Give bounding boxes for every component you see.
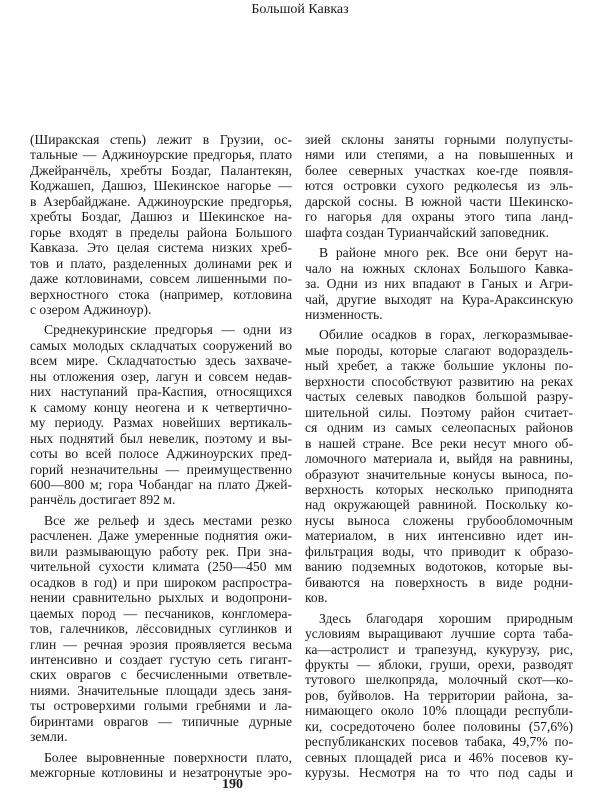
text-line: нями или степями, а на повышенных и <box>305 147 573 163</box>
text-line: Среднекуринские предгорья — одни из <box>44 322 292 338</box>
text-line: ются островки сухого редколесья из эль- <box>305 178 573 194</box>
text-line: ных поднятий был невелик, поэтому и вы- <box>30 430 292 446</box>
text-line: цаемых пород — песчаников, конгломера- <box>30 605 292 621</box>
text-line: хребты Боздаг, Дашюз и Шекинское на- <box>30 209 292 225</box>
text-line: дарской сосны. В южной части Шекинско- <box>305 193 573 209</box>
text-line: Более выровненные поверхности плато, <box>44 749 292 765</box>
text-line: самых молодых складчатых сооружений во <box>30 337 292 353</box>
text-line: ны отложения озер, лагун и совсем недав- <box>30 368 292 384</box>
text-line: всем мире. Складчатостью здесь захваче- <box>30 353 292 369</box>
text-line: более северных участках кое-где появля- <box>305 162 573 178</box>
text-line: мые породы, которые слагают водораздель- <box>305 342 573 358</box>
text-line: биринтами оврагов — типичные дурные <box>30 713 292 729</box>
text-line: тов, галечников, лёссовидных суглинков и <box>30 621 292 637</box>
text-line: В районе много рек. Все они берут на- <box>319 245 573 261</box>
text-line: шительной силы. Поэтому район считает- <box>305 404 573 420</box>
text-line: ты островерхими голыми гребнями и ла- <box>30 698 292 714</box>
text-line: нении сравнительно рыхлых и водопрони- <box>30 590 292 606</box>
text-line: вили размывающую работу рек. При зна- <box>30 543 292 559</box>
page-number: 190 <box>222 777 243 792</box>
left-column <box>30 132 292 786</box>
text-line: фрукты — яблоки, груши, орехи, разводят <box>305 656 573 672</box>
text-line: шафта создан Турианчайский заповедник. <box>305 224 549 240</box>
text-line: образуют значительные конусы выноса, по- <box>305 466 573 482</box>
text-line: чало на южных склонах Большого Кавка- <box>305 260 573 276</box>
text-line: Кавказа. Это целая система низких хреб- <box>30 240 292 256</box>
text-line: ранчёль достигает 892 м. <box>30 492 176 508</box>
text-line: нимающего около 10% площади республи- <box>305 703 573 719</box>
text-line: му периоду. Размах новейших вертикаль- <box>30 415 292 431</box>
paragraph <box>305 611 573 781</box>
text-line: земли. <box>30 729 68 745</box>
text-line: ки, сосредоточено более половины (57,6%) <box>305 718 573 734</box>
text-line: го нагорья для охраны этого типа ланд- <box>305 209 573 225</box>
text-line: ров, буйволов. На территории района, за- <box>305 687 573 703</box>
paragraph <box>305 132 573 240</box>
running-header: Большой Кавказ <box>251 2 349 17</box>
text-line: к самому концу неогена и к четвертично- <box>30 399 292 415</box>
text-line: низменность. <box>305 306 383 322</box>
text-line: ся одним из самых селеопасных районов <box>305 420 573 436</box>
text-line: горье входят в пределы района Большого <box>30 224 292 240</box>
text-line: зией склоны заняты горными полупусты- <box>305 132 573 147</box>
text-line: (Ширакская степь) лежит в Грузии, ос- <box>30 132 292 147</box>
text-line: биваются на поверхность в виде родни- <box>305 574 573 590</box>
text-line: 600—800 м; гора Чобандаг на плато Джей- <box>30 476 292 492</box>
paragraph <box>30 322 292 507</box>
text-line: верхности способствуют развитию на реках <box>305 373 573 389</box>
text-line: севных площадей риса и 46% посевов ку- <box>305 749 573 765</box>
text-line: Коджашеп, Дашюз, Шекинское нагорье — <box>30 178 292 194</box>
paragraph <box>305 245 573 322</box>
text-line: ков. <box>305 590 328 606</box>
paragraph <box>30 750 292 781</box>
text-line: верхность которых несколько приподнята <box>305 481 573 497</box>
paragraph <box>305 327 573 605</box>
text-line: в нашей стране. Все реки несут много об- <box>305 435 573 451</box>
text-line: тов и плато, разделенных долинами рек и <box>30 255 292 271</box>
text-line: них наступаний пра-Каспия, относящихся <box>30 384 292 400</box>
text-line: осадков в год) и при широком распростра- <box>30 574 292 590</box>
text-line: частых селевых паводков большой разру- <box>305 389 573 405</box>
text-line: ванию подземных водотоков, которые вы- <box>305 559 573 575</box>
text-line: с озером Аджиноур). <box>30 301 152 317</box>
text-line: нусы выноса сложены грубообломочным <box>305 512 573 528</box>
text-line: материалом, в них интенсивно идет ин- <box>305 528 573 544</box>
text-line: горий незначительны — преимущественно <box>30 461 292 477</box>
text-line: условиям выращивают лучшие сорта таба- <box>305 626 573 642</box>
text-line: Все же рельеф и здесь местами резко <box>44 512 292 528</box>
text-line: фильтрация воды, что приводит к образо- <box>305 543 573 559</box>
text-line: межгорные котловины и незатронутые эро- <box>30 765 292 781</box>
text-line: расчленен. Даже умеренные поднятия ожи- <box>30 528 292 544</box>
text-line: ниями. Значительные площади здесь заня- <box>30 682 292 698</box>
text-line: соты во всей полосе Аджиноурских пред- <box>30 446 292 462</box>
text-line: ка—астролист и трапезунд, кукурузу, рис, <box>305 641 573 657</box>
text-line: за. Одни из них впадают в Ганых и Агри- <box>305 276 573 292</box>
text-line: Здесь благодаря хорошим природным <box>319 610 573 626</box>
text-line: даже котловинами, совсем лишенными по- <box>30 271 292 287</box>
text-line: Джейранчёль, хребты Боздаг, Палантекян, <box>30 162 292 178</box>
text-line: интенсивно и создает густую сеть гигант- <box>30 651 292 667</box>
text-line: чай, другие выходят на Кура-Араксинскую <box>305 291 573 307</box>
right-column <box>305 132 573 786</box>
text-line: в Азербайджане. Аджиноурские предгорья, <box>30 193 292 209</box>
text-line: тутового шелкопряда, молочный скот—ко- <box>305 672 573 688</box>
paragraph <box>30 513 292 745</box>
text-line: ный хребет, а также большие уклоны по- <box>305 358 573 374</box>
paragraph <box>30 132 292 317</box>
text-line: Обилие осадков в горах, легкоразмывае- <box>319 327 573 343</box>
text-line: республиканских посевов табака, 49,7% по- <box>305 734 573 750</box>
text-line: глин — речная эрозия проявляется весьма <box>30 636 292 652</box>
text-line: ломочного материала и, выйдя на равнины, <box>305 451 573 467</box>
text-line: чительной сухости климата (250—450 мм <box>30 559 292 575</box>
text-line: верхностного стока (например, котловина <box>30 286 292 302</box>
text-line: ских оврагов с бесчисленными ответвле- <box>30 667 292 683</box>
text-line: над окружающей равниной. Поскольку ко- <box>305 497 573 513</box>
text-line: тальные — Аджиноурские предгорья, плато <box>30 147 292 163</box>
text-line: курузы. Несмотря на то что под сады и <box>305 765 573 781</box>
